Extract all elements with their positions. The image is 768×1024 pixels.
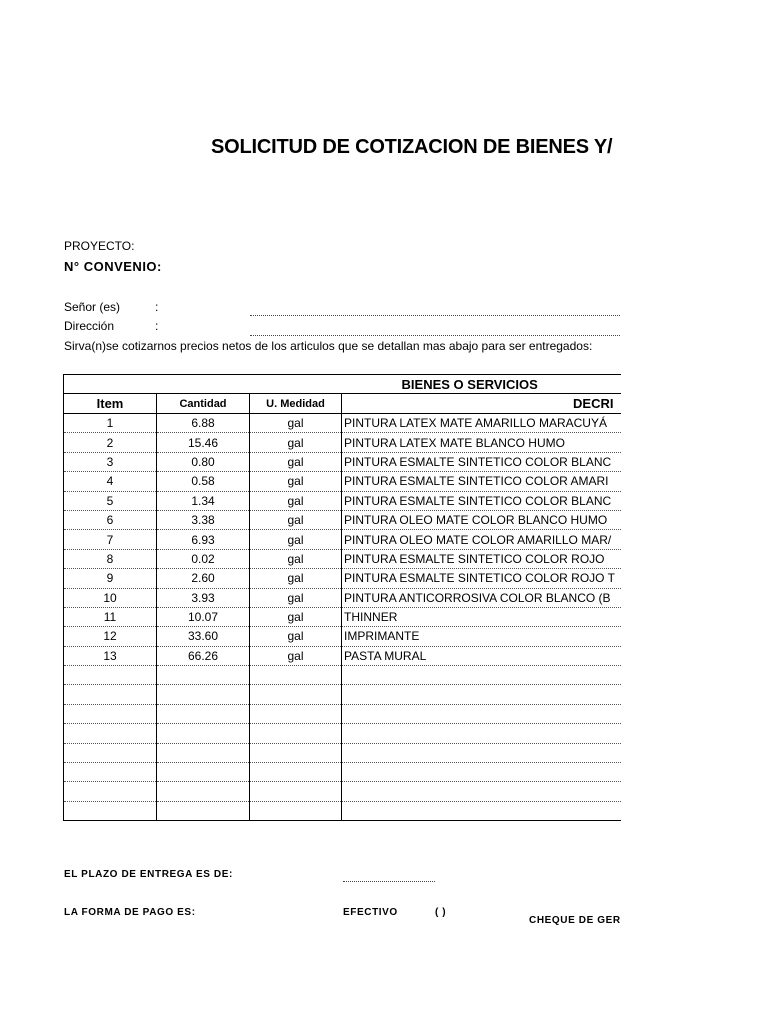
col-header-descripcion: DECRI [342, 394, 621, 414]
cell-item: 8 [64, 549, 157, 568]
cell-descripcion: THINNER [342, 607, 621, 626]
senor-fill-line [250, 315, 621, 316]
cell-cantidad [157, 763, 250, 782]
cell-unidad [250, 782, 342, 801]
proyecto-label: PROYECTO: [64, 239, 135, 253]
cell-descripcion: PINTURA ESMALTE SINTETICO COLOR ROJO T [342, 569, 621, 588]
cell-unidad: gal [250, 414, 342, 433]
cell-cantidad: 2.60 [157, 569, 250, 588]
pago-label: LA FORMA DE PAGO ES: [64, 907, 196, 918]
cell-cantidad: 1.34 [157, 491, 250, 510]
cell-descripcion: IMPRIMANTE [342, 627, 621, 646]
col-header-unidad: U. Medidad [250, 394, 342, 414]
cell-item [64, 666, 157, 685]
cell-descripcion [342, 704, 621, 723]
cell-item [64, 801, 157, 820]
cell-cantidad: 66.26 [157, 646, 250, 665]
table-row [64, 569, 622, 588]
cell-item: 10 [64, 588, 157, 607]
cell-item [64, 704, 157, 723]
cell-unidad [250, 801, 342, 820]
table-column-header-row [64, 394, 622, 414]
cell-unidad [250, 724, 342, 743]
cell-unidad: gal [250, 549, 342, 568]
cell-descripcion: PINTURA LATEX MATE AMARILLO MARACUYÁ [342, 414, 621, 433]
cell-item [64, 685, 157, 704]
cell-descripcion [342, 666, 621, 685]
cell-descripcion: PINTURA LATEX MATE BLANCO HUMO [342, 433, 621, 452]
cell-item [64, 743, 157, 762]
cell-unidad: gal [250, 569, 342, 588]
cell-item: 4 [64, 472, 157, 491]
table-row [64, 588, 622, 607]
table-row [64, 782, 622, 801]
cell-descripcion: PINTURA ESMALTE SINTETICO COLOR ROJO [342, 549, 621, 568]
cell-unidad: gal [250, 530, 342, 549]
cell-cantidad: 3.38 [157, 510, 250, 529]
cell-cantidad: 10.07 [157, 607, 250, 626]
cell-unidad: gal [250, 646, 342, 665]
plazo-fill-line [343, 881, 435, 882]
table-row [64, 646, 622, 665]
cell-unidad: gal [250, 491, 342, 510]
cell-descripcion [342, 724, 621, 743]
table-row [64, 724, 622, 743]
table-row [64, 627, 622, 646]
cell-cantidad: 0.02 [157, 549, 250, 568]
cell-descripcion: PINTURA ANTICORROSIVA COLOR BLANCO (B [342, 588, 621, 607]
table-section-header-row [64, 375, 622, 394]
intro-text: Sirva(n)se cotizarnos precios netos de los articulos que se detallan mas abajo para ser entregados: [64, 339, 593, 353]
cell-descripcion [342, 685, 621, 704]
cheque-label: CHEQUE DE GER [529, 915, 621, 926]
table-row [64, 801, 622, 820]
table-row [64, 491, 622, 510]
cell-item: 11 [64, 607, 157, 626]
cell-cantidad: 0.58 [157, 472, 250, 491]
efectivo-checkbox: ( ) [435, 907, 447, 918]
cell-unidad [250, 743, 342, 762]
efectivo-label: EFECTIVO [343, 907, 398, 918]
direccion-fill-line [250, 335, 621, 336]
cell-cantidad: 15.46 [157, 433, 250, 452]
items-table [63, 374, 621, 821]
table-row [64, 704, 622, 723]
cell-cantidad [157, 801, 250, 820]
direccion-colon: : [155, 319, 159, 333]
cell-descripcion [342, 801, 621, 820]
cell-unidad: gal [250, 627, 342, 646]
cell-descripcion: PINTURA ESMALTE SINTETICO COLOR BLANC [342, 491, 621, 510]
table-row [64, 763, 622, 782]
convenio-label: N° CONVENIO: [64, 259, 162, 274]
table-row [64, 472, 622, 491]
cell-descripcion: PINTURA OLEO MATE COLOR AMARILLO MAR/ [342, 530, 621, 549]
col-header-cantidad: Cantidad [157, 394, 250, 414]
cell-unidad [250, 763, 342, 782]
cell-item: 6 [64, 510, 157, 529]
cell-descripcion: PINTURA ESMALTE SINTETICO COLOR BLANC [342, 452, 621, 471]
cell-descripcion: PASTA MURAL [342, 646, 621, 665]
table-row [64, 685, 622, 704]
cell-unidad: gal [250, 472, 342, 491]
cell-item [64, 782, 157, 801]
cell-item [64, 763, 157, 782]
cell-cantidad [157, 743, 250, 762]
cell-descripcion [342, 743, 621, 762]
table-row [64, 666, 622, 685]
cell-cantidad: 6.93 [157, 530, 250, 549]
section-header: BIENES O SERVICIOS [342, 375, 621, 394]
direccion-label: Dirección [64, 319, 115, 333]
table-row [64, 510, 622, 529]
cell-item: 12 [64, 627, 157, 646]
table-row [64, 549, 622, 568]
cell-item: 13 [64, 646, 157, 665]
cell-item: 5 [64, 491, 157, 510]
cell-cantidad: 3.93 [157, 588, 250, 607]
cell-descripcion: PINTURA ESMALTE SINTETICO COLOR AMARI [342, 472, 621, 491]
cell-cantidad: 0.80 [157, 452, 250, 471]
cell-unidad [250, 666, 342, 685]
table-row [64, 414, 622, 433]
cell-item: 7 [64, 530, 157, 549]
table-row [64, 530, 622, 549]
cell-cantidad [157, 704, 250, 723]
col-header-item: Item [64, 394, 157, 414]
cell-unidad: gal [250, 433, 342, 452]
cell-cantidad [157, 782, 250, 801]
plazo-label: EL PLAZO DE ENTREGA ES DE: [64, 869, 233, 880]
table-row [64, 452, 622, 471]
cell-item: 2 [64, 433, 157, 452]
cell-descripcion [342, 763, 621, 782]
cell-item [64, 724, 157, 743]
cell-unidad: gal [250, 510, 342, 529]
cell-unidad: gal [250, 452, 342, 471]
cell-cantidad: 6.88 [157, 414, 250, 433]
cell-descripcion: PINTURA OLEO MATE COLOR BLANCO HUMO [342, 510, 621, 529]
cell-cantidad: 33.60 [157, 627, 250, 646]
cell-unidad: gal [250, 588, 342, 607]
senor-label: Señor (es) [64, 300, 121, 314]
cell-unidad [250, 685, 342, 704]
cell-cantidad [157, 666, 250, 685]
table-row [64, 743, 622, 762]
cell-item: 1 [64, 414, 157, 433]
cell-item: 3 [64, 452, 157, 471]
cell-unidad: gal [250, 607, 342, 626]
cell-cantidad [157, 685, 250, 704]
cell-item: 9 [64, 569, 157, 588]
table-row [64, 607, 622, 626]
cell-unidad [250, 704, 342, 723]
senor-colon: : [155, 300, 159, 314]
table-row [64, 433, 622, 452]
cell-descripcion [342, 782, 621, 801]
page-title: SOLICITUD DE COTIZACION DE BIENES Y/ [211, 136, 613, 158]
cell-cantidad [157, 724, 250, 743]
